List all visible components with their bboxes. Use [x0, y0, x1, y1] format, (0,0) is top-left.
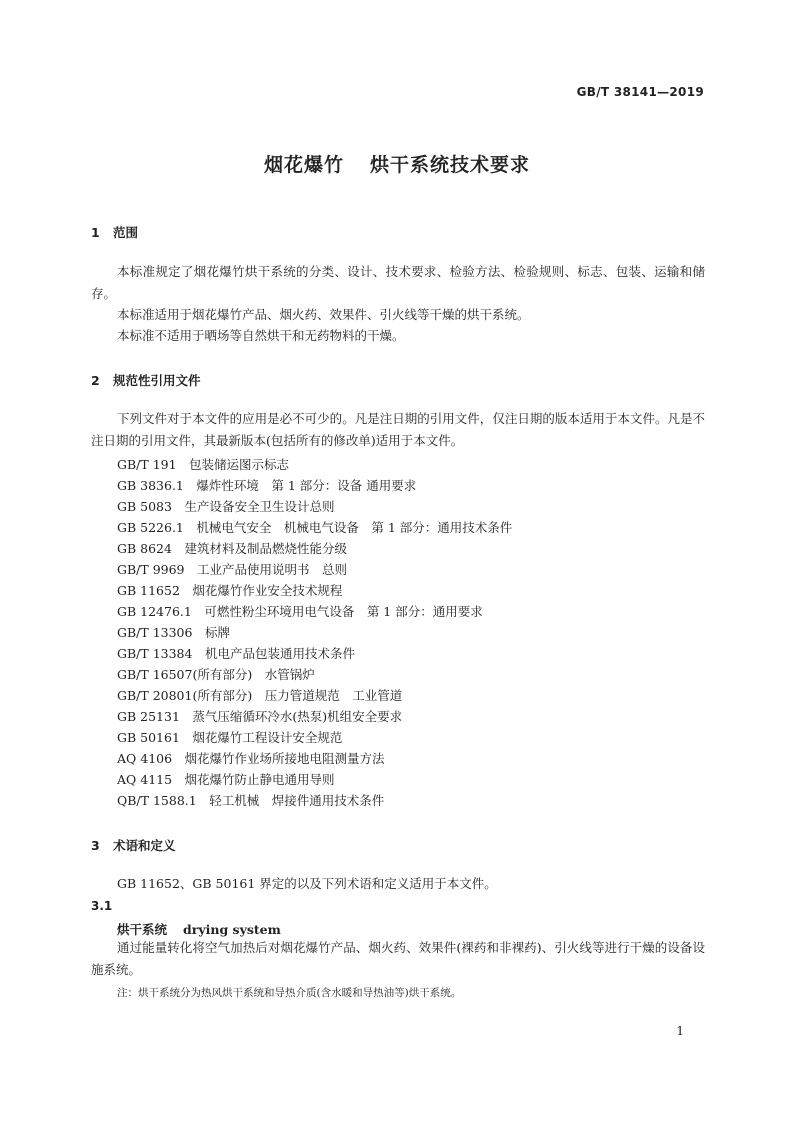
- references-intro: 下列文件对于本文件的应用是必不可少的。凡是注日期的引用文件，仅注日期的版本适用于本文件。凡是不注日期的引用文件，其最新版本(包括所有的修改单)适用于本文件。: [91, 411, 705, 448]
- term-note: 注：烘干系统分为热风烘干系统和导热介质(含水暖和导热油等)烘干系统。: [117, 987, 462, 999]
- reference-item: GB/T 9969 工业产品使用说明书 总则: [117, 562, 348, 577]
- reference-item: GB 11652 烟花爆竹作业安全技术规程: [117, 583, 343, 598]
- scope-paragraph-1: 本标准规定了烟花爆竹烘干系统的分类、设计、技术要求、检验方法、检验规则、标志、包装、运输和储存。: [91, 264, 705, 301]
- reference-item: GB 3836.1 爆炸性环境 第 1 部分：设备 通用要求: [117, 478, 417, 493]
- reference-item: GB 50161 烟花爆竹工程设计安全规范: [117, 730, 343, 745]
- standard-number: GB/T 38141—2019: [576, 85, 704, 99]
- section-title: 范围: [113, 225, 139, 240]
- section-2-heading: [91, 371, 201, 389]
- document-title: [0, 150, 794, 177]
- title-part-2: 烘干系统技术要求: [370, 154, 531, 176]
- scope-paragraph-2: 本标准适用于烟花爆竹产品、烟火药、效果件、引火线等干燥的烘干系统。: [117, 307, 530, 322]
- reference-item: GB 5083 生产设备安全卫生设计总则: [117, 499, 335, 514]
- title-part-1: 烟花爆竹: [263, 154, 344, 176]
- reference-item: GB 12476.1 可燃性粉尘环境用电气设备 第 1 部分：通用要求: [117, 604, 483, 619]
- reference-item: GB/T 191 包装储运图示标志: [117, 457, 290, 472]
- reference-item: GB/T 20801(所有部分) 压力管道规范 工业管道: [117, 688, 403, 703]
- section-title: 术语和定义: [113, 838, 176, 853]
- scope-paragraph-3: 本标准不适用于晒场等自然烘干和无药物料的干燥。: [117, 328, 405, 343]
- reference-item: GB/T 16507(所有部分) 水管锅炉: [117, 667, 315, 682]
- section-title: 规范性引用文件: [113, 373, 201, 388]
- term-entry: [117, 920, 281, 938]
- reference-item: QB/T 1588.1 轻工机械 焊接件通用技术条件: [117, 793, 385, 808]
- reference-item: AQ 4106 烟花爆竹作业场所接地电阻测量方法: [117, 751, 385, 766]
- term-english: drying system: [183, 922, 281, 937]
- term-chinese: 烘干系统: [117, 922, 168, 937]
- section-number: 3: [91, 838, 100, 853]
- page-number: 1: [676, 1024, 684, 1038]
- reference-item: AQ 4115 烟花爆竹防止静电通用导则: [117, 772, 335, 787]
- clause-number: 3.1: [91, 899, 113, 913]
- section-number: 1: [91, 225, 100, 240]
- reference-item: GB/T 13306 标牌: [117, 625, 230, 640]
- section-number: 2: [91, 373, 100, 388]
- section-1-heading: [91, 223, 138, 241]
- reference-item: GB/T 13384 机电产品包装通用技术条件: [117, 646, 355, 661]
- terms-intro: GB 11652、GB 50161 界定的以及下列术语和定义适用于本文件。: [117, 876, 497, 891]
- reference-item: GB 8624 建筑材料及制品燃烧性能分级: [117, 541, 347, 556]
- reference-item: GB 5226.1 机械电气安全 机械电气设备 第 1 部分：通用技术条件: [117, 520, 513, 535]
- term-definition: 通过能量转化将空气加热后对烟花爆竹产品、烟火药、效果件(裸药和非裸药)、引火线等进行干燥的设备设施系统。: [91, 940, 705, 977]
- section-3-heading: [91, 836, 176, 854]
- reference-item: GB 25131 蒸气压缩循环冷水(热泵)机组安全要求: [117, 709, 403, 724]
